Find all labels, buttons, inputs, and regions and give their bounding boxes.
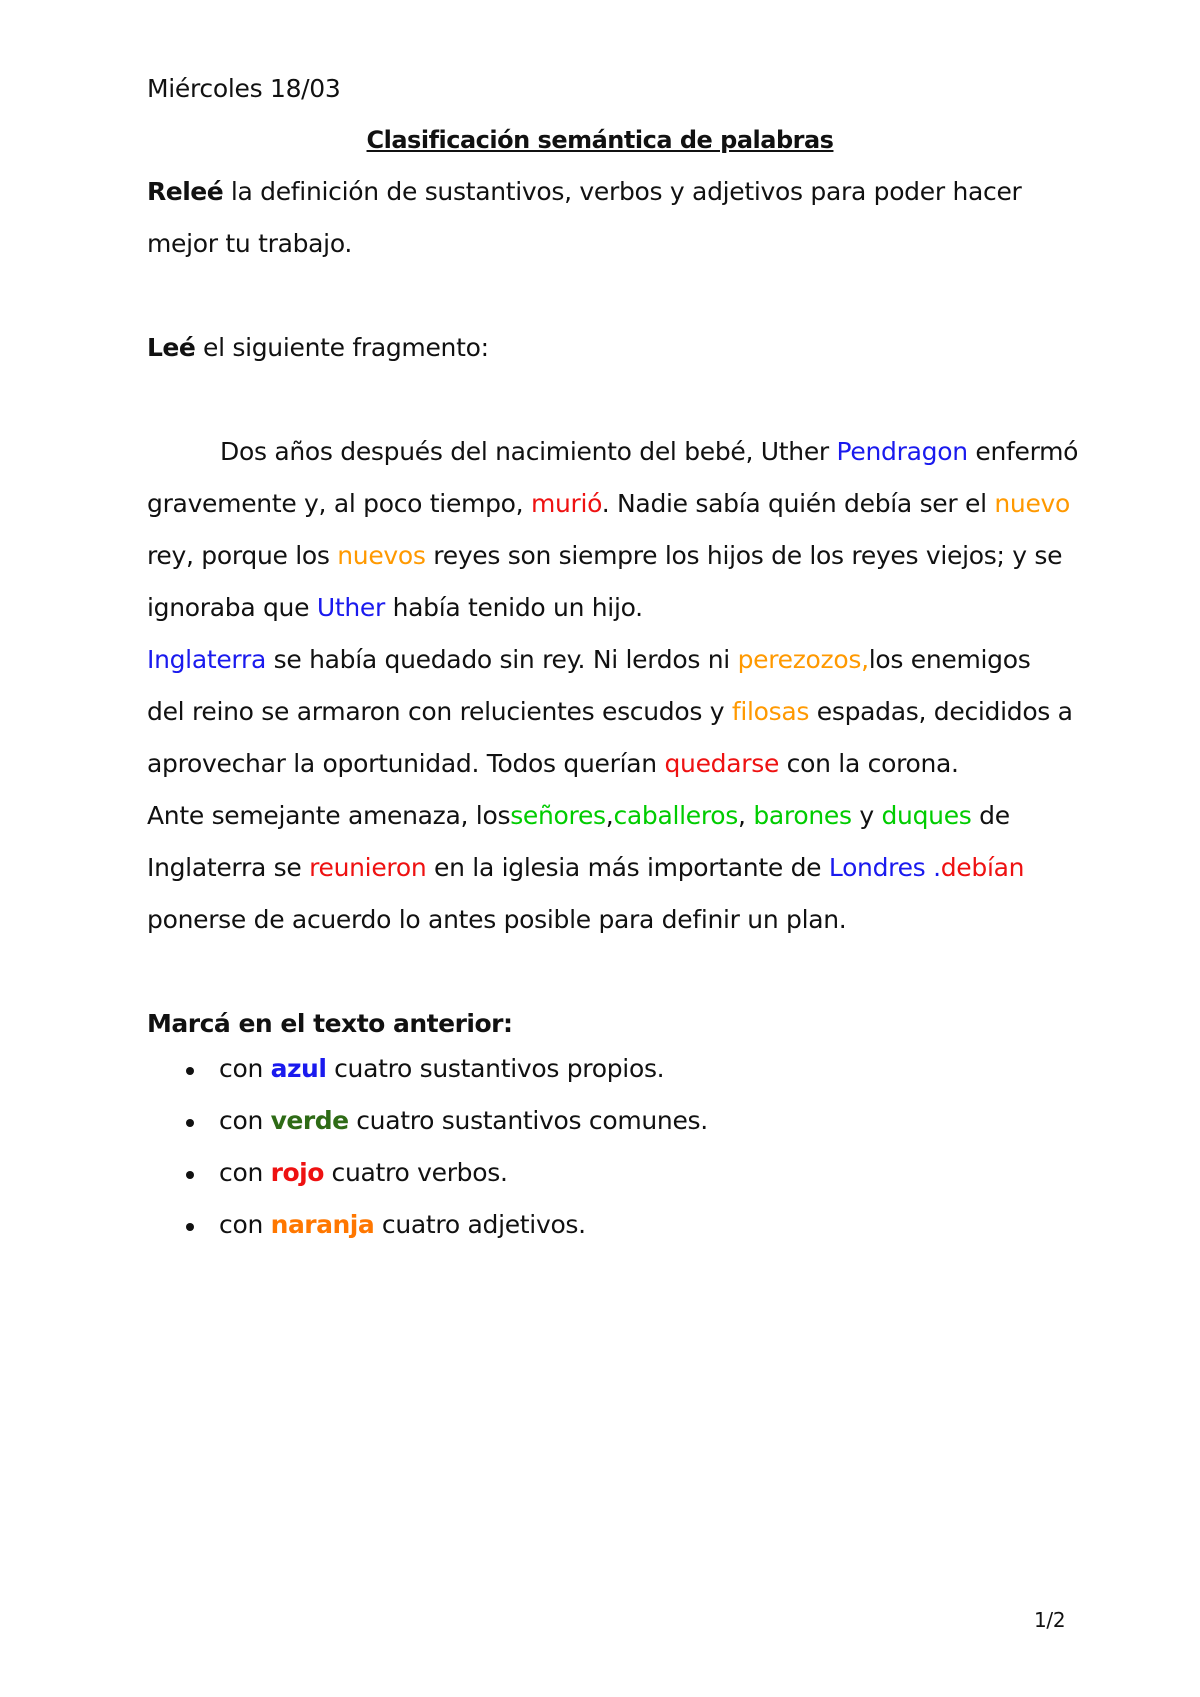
- instruction-read: [147, 333, 489, 362]
- text-run: .: [925, 853, 941, 882]
- instruction-reread-cont: mejor tu trabajo.: [147, 229, 353, 258]
- instruction-text: la definición de sustantivos, verbos y adjetivos para poder hacer: [223, 177, 1022, 206]
- text-run: Dos años después del nacimiento del bebé, Uther: [220, 437, 837, 466]
- list-item-text: [219, 1210, 586, 1239]
- text-run: cuatro verbos.: [323, 1158, 508, 1187]
- fragment-line-4: [147, 593, 643, 622]
- color-word-red: rojo: [270, 1158, 324, 1187]
- task-heading: Marcá en el texto anterior:: [147, 1009, 513, 1038]
- text-run: cuatro adjetivos.: [374, 1210, 586, 1239]
- text-run: con la corona.: [779, 749, 959, 778]
- color-word-green: verde: [270, 1106, 349, 1135]
- text-run: Inglaterra se: [147, 853, 310, 882]
- page-number: 1/2: [1034, 1608, 1066, 1632]
- marked-word-red: murió: [530, 489, 602, 518]
- text-run: gravemente y, al poco tiempo,: [147, 489, 531, 518]
- text-run: con: [219, 1210, 271, 1239]
- marked-word-orange: nuevo: [994, 489, 1071, 518]
- bullet-icon: [186, 1067, 194, 1075]
- bullet-icon: [186, 1223, 194, 1231]
- marked-word-green: duques: [881, 801, 972, 830]
- list-item-text: [219, 1158, 508, 1187]
- marked-word-blue: Londres: [828, 853, 926, 882]
- text-run: . Nadie sabía quién debía ser el: [601, 489, 995, 518]
- text-run: Ante semejante amenaza, los: [147, 801, 511, 830]
- fragment-line-8: [147, 801, 1010, 830]
- text-run: rey, porque los: [147, 541, 338, 570]
- fragment-line-7: [147, 749, 959, 778]
- text-run: con: [219, 1106, 271, 1135]
- text-run: cuatro sustantivos comunes.: [348, 1106, 708, 1135]
- fragment-line-6: [147, 697, 1073, 726]
- text-run: se había quedado sin rey. Ni lerdos ni: [265, 645, 738, 674]
- color-word-blue: azul: [270, 1054, 327, 1083]
- instruction-verb: Releé: [147, 177, 224, 206]
- fragment-line-2: [147, 489, 1070, 518]
- fragment-line-3: [147, 541, 1062, 570]
- text-run: reyes son siempre los hijos de los reyes viejos; y se: [425, 541, 1063, 570]
- list-item-text: [219, 1054, 664, 1083]
- marked-word-red: reunieron: [309, 853, 427, 882]
- text-run: en la iglesia más importante de: [426, 853, 829, 882]
- text-run: con: [219, 1158, 271, 1187]
- text-run: aprovechar la oportunidad. Todos querían: [147, 749, 665, 778]
- color-word-orange: naranja: [270, 1210, 375, 1239]
- marked-word-red: debían: [940, 853, 1025, 882]
- text-run: ignoraba que: [147, 593, 317, 622]
- text-run: cuatro sustantivos propios.: [326, 1054, 665, 1083]
- bullet-icon: [186, 1171, 194, 1179]
- marked-word-blue: Inglaterra: [147, 645, 266, 674]
- text-run: del reino se armaron con relucientes escudos y: [147, 697, 732, 726]
- instruction-text: el siguiente fragmento:: [195, 333, 489, 362]
- marked-word-green: caballeros: [613, 801, 739, 830]
- text-run: ,: [738, 801, 754, 830]
- fragment-line-5: [147, 645, 1030, 674]
- marked-word-red: quedarse: [664, 749, 780, 778]
- bullet-icon: [186, 1119, 194, 1127]
- fragment-line-10: ponerse de acuerdo lo antes posible para definir un plan.: [147, 905, 847, 934]
- text-run: ,: [605, 801, 614, 830]
- date-heading: Miércoles 18/03: [147, 74, 341, 103]
- text-run: con: [219, 1054, 271, 1083]
- fragment-line-1: [220, 437, 1078, 466]
- text-run: de: [971, 801, 1010, 830]
- list-item-text: [219, 1106, 708, 1135]
- instruction-reread: [147, 177, 1022, 206]
- marked-word-blue: Uther: [316, 593, 385, 622]
- text-run: había tenido un hijo.: [384, 593, 643, 622]
- marked-word-orange: nuevos: [337, 541, 426, 570]
- marked-word-blue: Pendragon: [836, 437, 968, 466]
- fragment-line-9: [147, 853, 1024, 882]
- marked-word-orange: filosas: [731, 697, 810, 726]
- text-run: los enemigos: [868, 645, 1031, 674]
- instruction-verb: Leé: [147, 333, 196, 362]
- marked-word-orange: perezozos,: [737, 645, 869, 674]
- text-run: espadas, decididos a: [809, 697, 1073, 726]
- page-title: Clasificación semántica de palabras: [366, 126, 834, 154]
- marked-word-green: señores: [510, 801, 606, 830]
- marked-word-green: barones: [753, 801, 852, 830]
- text-run: y: [851, 801, 882, 830]
- text-run: enfermó: [967, 437, 1079, 466]
